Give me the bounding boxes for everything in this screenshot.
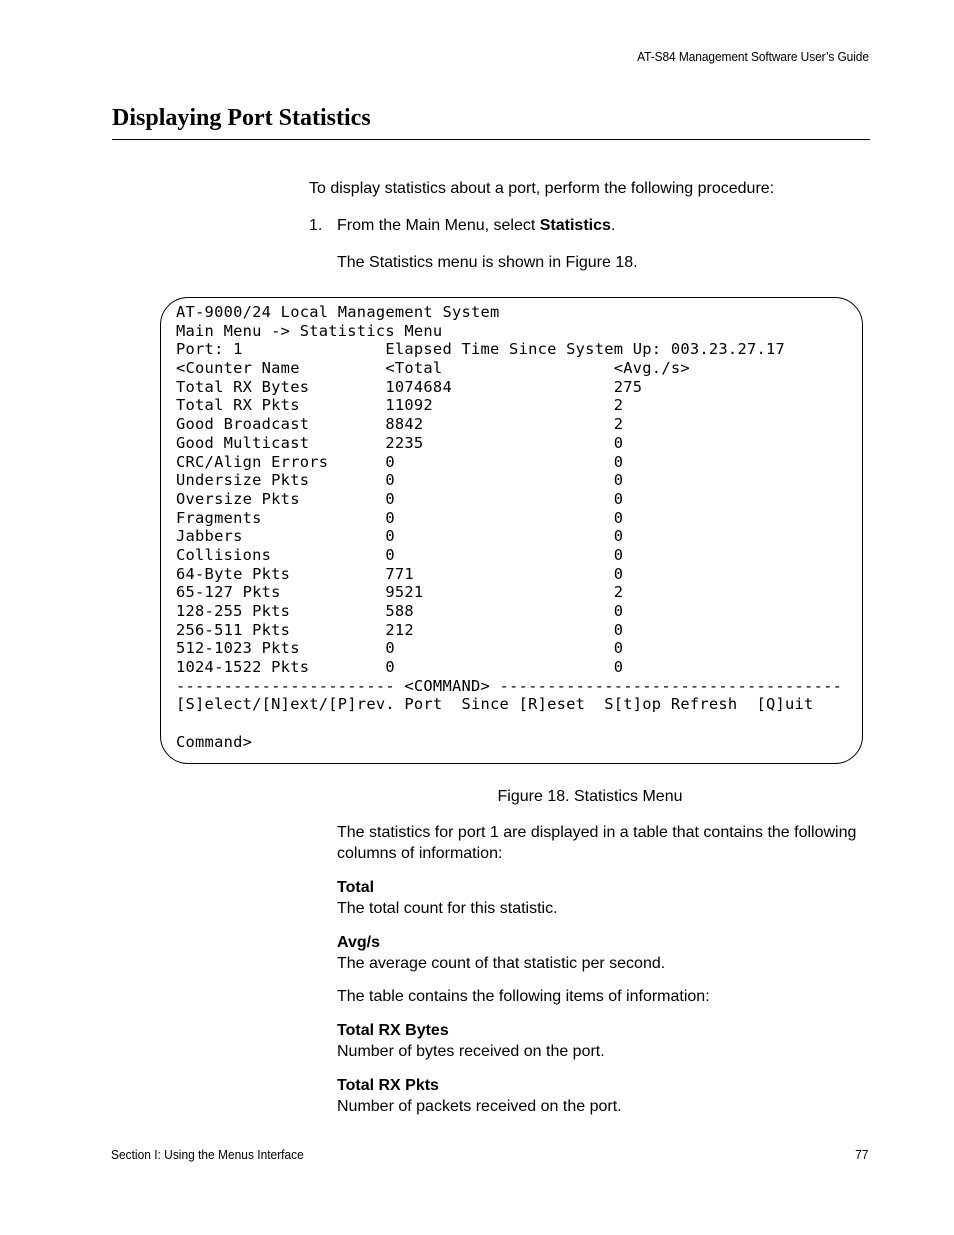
terminal-line: 1024-1522 Pkts 0 0 [176,658,624,677]
definition-avg [337,932,857,974]
definition-term: Avg/s [337,934,380,951]
terminal-line: Good Broadcast 8842 2 [176,415,624,434]
definition-description: Number of bytes received on the port. [337,1043,605,1060]
running-header: AT-S84 Management Software User’s Guide [637,49,869,64]
terminal-line: CRC/Align Errors 0 0 [176,452,624,471]
terminal-line: Fragments 0 0 [176,508,624,527]
terminal-line: Good Multicast 2235 0 [176,433,624,452]
columns-intro-paragraph: The statistics for port 1 are displayed in a table that contains the following columns of information: [337,824,857,862]
terminal-line: AT-9000/24 Local Management System [176,303,500,321]
terminal-line: 128-255 Pkts 588 0 [176,602,624,620]
procedure-step-1 [309,215,615,236]
terminal-line: Main Menu -> Statistics Menu [176,321,443,340]
terminal-line: 64-Byte Pkts 771 0 [176,564,624,583]
terminal-line: Total RX Bytes 1074684 275 [176,377,643,396]
terminal-line: Oversize Pkts 0 0 [176,489,624,508]
definition-total-rx-pkts [337,1075,857,1117]
definition-description: The total count for this statistic. [337,900,558,917]
definition-total [337,877,857,919]
terminal-line: 256-511 Pkts 212 0 [176,620,624,639]
terminal-line: Command> [176,732,253,751]
intro-paragraph: To display statistics about a port, perform the following procedure: [309,180,775,197]
terminal-line [176,714,842,733]
definition-term: Total [337,879,375,896]
terminal-line: Port: 1 Elapsed Time Since System Up: 003.23.27.17 [176,340,786,359]
section-heading: Displaying Port Statistics [112,105,371,131]
step-text-prefix: From the Main Menu, select [337,217,540,234]
footer-section-label: Section I: Using the Menus Interface [111,1147,304,1162]
terminal-screen-text [176,303,842,752]
definition-total-rx-bytes [337,1020,857,1062]
definition-description: The average count of that statistic per second. [337,955,666,972]
definition-description: Number of packets received on the port. [337,1098,622,1115]
step-text-bold: Statistics [539,217,611,234]
heading-rule [112,139,870,140]
terminal-line: Undersize Pkts 0 0 [176,471,624,490]
terminal-line: 65-127 Pkts 9521 2 [176,583,624,602]
terminal-line: Total RX Pkts 11092 2 [176,396,624,415]
step-text-suffix: . [610,217,616,234]
terminal-line: [S]elect/[N]ext/[P]rev. Port Since [R]eset S[t]op Refresh [Q]uit [176,695,814,714]
figure-caption: Figure 18. Statistics Menu [497,788,683,805]
terminal-line: 512-1023 Pkts 0 0 [176,639,624,658]
terminal-line: ----------------------- <COMMAND> ------------------------------------ [176,676,843,695]
step-number: 1. [309,217,323,234]
terminal-line: <Counter Name <Total <Avg./s> [176,359,690,378]
items-intro-paragraph: The table contains the following items of information: [337,988,710,1005]
definition-term: Total RX Pkts [337,1077,439,1094]
terminal-line: Collisions 0 0 [176,545,624,564]
terminal-line: Jabbers 0 0 [176,527,624,546]
definition-term: Total RX Bytes [337,1022,449,1039]
footer-page-number: 77 [854,1147,868,1162]
step-note: The Statistics menu is shown in Figure 18. [337,254,638,271]
